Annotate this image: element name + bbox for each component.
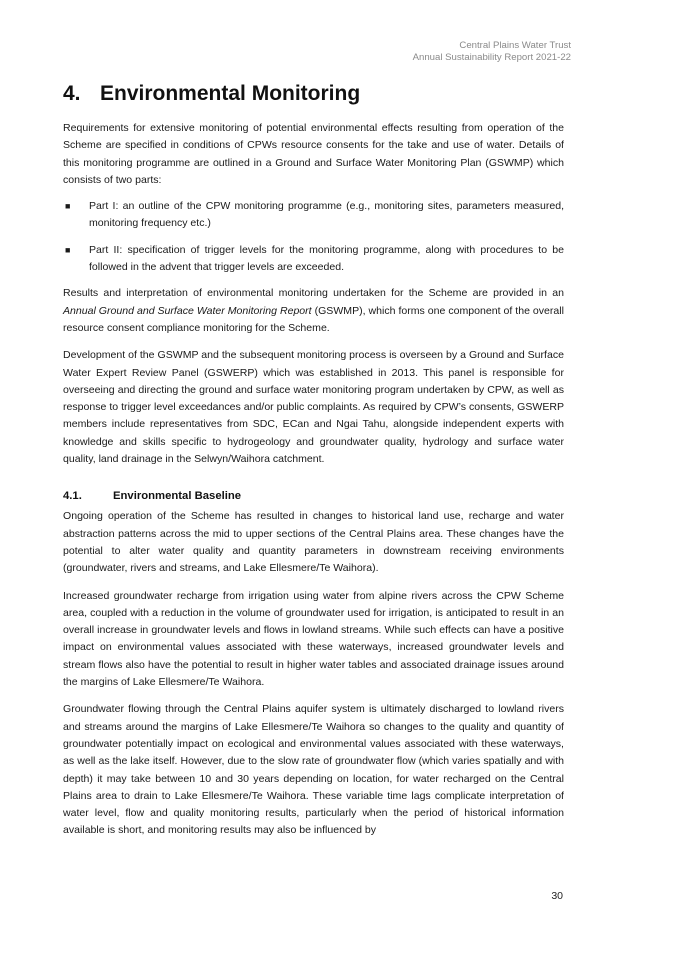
list-item-text: Part I: an outline of the CPW monitoring programme (e.g., monitoring sites, parameters measured, monitoring frequency etc.): [89, 200, 564, 230]
page-body: [63, 80, 564, 840]
baseline-paragraph-3: Groundwater flowing through the Central Plains aquifer system is ultimately discharged to lowland rivers and streams around the margins of Lake Ellesmere/Te Waihora so changes to the quality and quantity of groundwater potentially impact on ecological and environmental values associated with these waterways, as well as the lake itself. However, due to the slow rate of groundwater flow (which varies spatially and with depth) it may take between 10 and 30 years depending on location, for water recharged on the Central Plains area to drain to Lake Ellesmere/Te Waihora. These variable time lags complicate interpretation of water level, flow and quality monitoring results, particularly when the period of historical information available is short, and monitoring results may also be influenced by: [63, 703, 564, 837]
list-item: [63, 242, 564, 277]
baseline-paragraph-2: Increased groundwater recharge from irrigation using water from alpine rivers across the CPW Scheme area, coupled with a reduction in the volume of groundwater used for irrigation, is anticipated to result in an overall increase in groundwater levels and flows in lowland streams. While such effects can have a positive impact on environmental values associated with these waterways, increased groundwater levels and stream flows also have the potential to result in higher water tables and associated drainage issues around the margins of Lake Ellesmere/Te Waihora.: [63, 589, 564, 689]
bullet-square-icon: ■: [65, 244, 71, 255]
header-report-title: Annual Sustainability Report 2021-22: [412, 52, 571, 63]
intro-paragraph: Requirements for extensive monitoring of potential environmental effects resulting from operation of the Scheme are specified in conditions of CPWs resource consents for the take and use of water. Details of this monitoring programme are outlined in a Ground and Surface Water Monitoring Plan (GSWMP) which consists of two parts:: [63, 122, 564, 186]
page-number: 30: [551, 890, 563, 902]
section-title: Environmental Monitoring: [100, 82, 361, 105]
gswmp-parts-list: [63, 198, 564, 276]
section-number: 4.: [63, 82, 81, 105]
subsection-title: Environmental Baseline: [113, 490, 242, 503]
bullet-square-icon: ■: [65, 201, 71, 212]
list-item-text: Part II: specification of trigger levels for the monitoring programme, along with procedures to be followed in the advent that trigger levels are exceeded.: [89, 243, 564, 274]
section-heading: [63, 80, 564, 108]
subsection-heading: [63, 488, 564, 504]
header-organisation: Central Plains Water Trust: [459, 40, 571, 51]
subsection-number: 4.1.: [63, 490, 82, 503]
list-item: [63, 198, 564, 233]
results-paragraph: [63, 285, 564, 337]
panel-paragraph: Development of the GSWMP and the subsequent monitoring process is overseen by a Ground and Surface Water Expert Review Panel (GSWERP) which was established in 2013. This panel is responsible for overseeing and directing the ground and surface water monitoring program undertaken by CPW, as well as response to trigger level exceedances and/or public complaints. As required by CPW’s consents, GSWERP members include representatives from SDC, ECan and Ngai Tahu, alongside independent experts with knowledge and skills specific to hydrogeology and groundwater quality, hydrology and surface water quality, land drainage in the Selwyn/Waihora catchment.: [63, 349, 564, 466]
results-text-end: (GSWMP), which forms one component of the overall resource consent compliance monitoring for the Scheme.: [63, 304, 564, 334]
results-text-start: Results and interpretation of environmental monitoring undertaken for the Scheme are provided in an: [63, 287, 564, 300]
report-title-italic: Annual Ground and Surface Water Monitoring Report: [63, 304, 312, 317]
running-header: [413, 40, 571, 64]
baseline-paragraph-1: Ongoing operation of the Scheme has resulted in changes to historical land use, recharge and water abstraction patterns across the mid to upper sections of the Central Plains area. These changes have the potential to alter water quality and quantity parameters in downstream receiving environments (groundwater, rivers and streams, and Lake Ellesmere/Te Waihora).: [63, 510, 564, 575]
